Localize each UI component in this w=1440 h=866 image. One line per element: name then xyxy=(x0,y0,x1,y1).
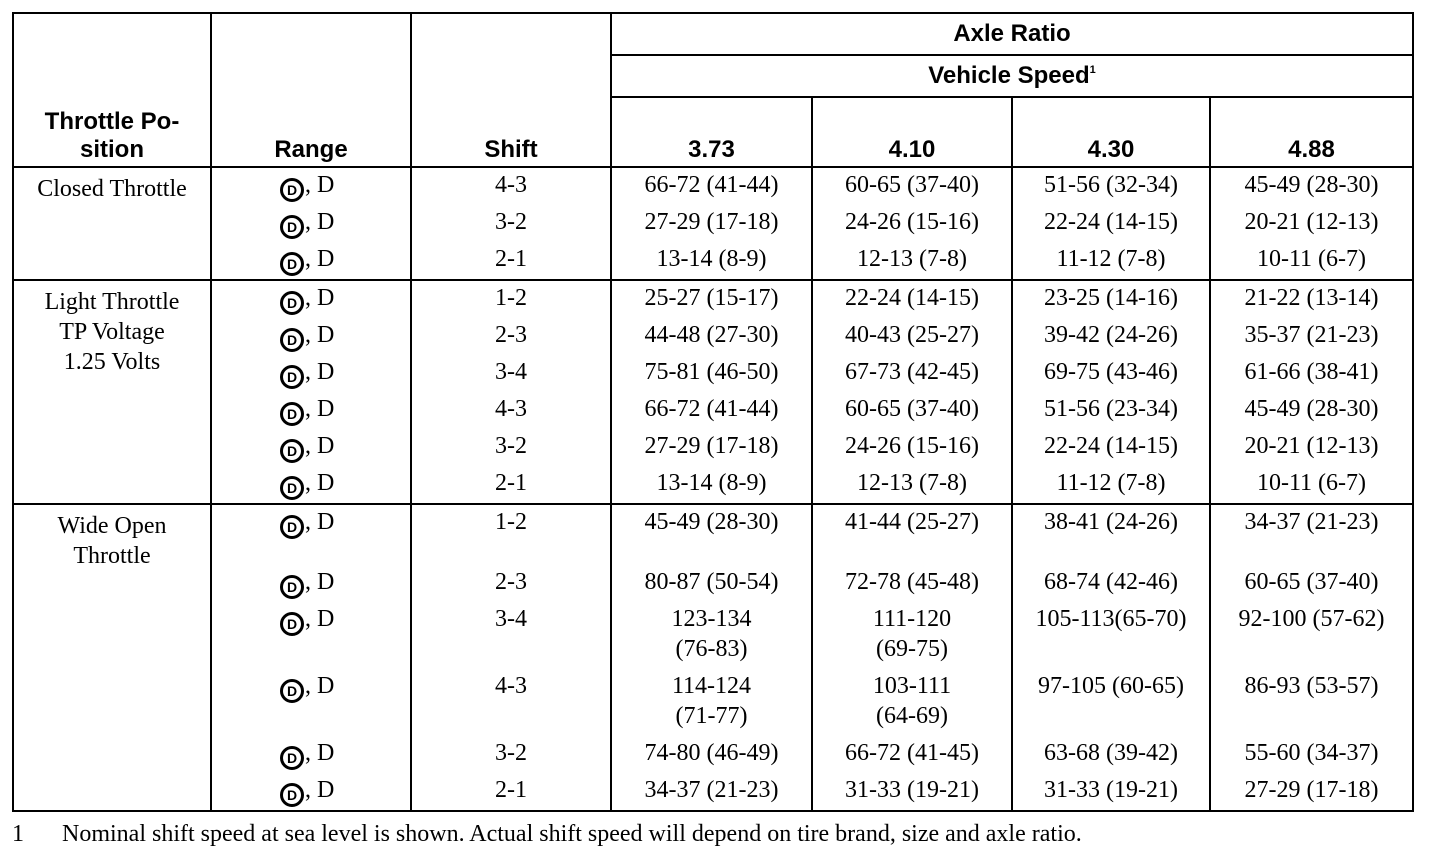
vehicle-speed-cell: 75-81 (46-50) xyxy=(611,355,812,392)
vehicle-speed-cell: 86-93 (53-57) xyxy=(1210,669,1413,736)
vehicle-speed-cell: 22-24 (14-15) xyxy=(812,280,1012,318)
range-label: , D xyxy=(305,740,335,766)
throttle-position-cell: Light Throttle TP Voltage 1.25 Volts xyxy=(13,280,211,504)
overdrive-circle-icon: D xyxy=(280,679,304,703)
shift-cell: 2-1 xyxy=(411,242,611,280)
footnote-number: 1 xyxy=(12,821,24,847)
range-cell xyxy=(211,242,411,280)
vehicle-speed-cell: 12-13 (7-8) xyxy=(812,466,1012,504)
overdrive-circle-icon: D xyxy=(280,178,304,202)
vehicle-speed-cell: 60-65 (37-40) xyxy=(812,392,1012,429)
overdrive-circle-icon: D xyxy=(280,365,304,389)
range-label: , D xyxy=(305,606,335,632)
shift-cell: 4-3 xyxy=(411,669,611,736)
overdrive-circle-icon: D xyxy=(280,291,304,315)
vehicle-speed-cell: 34-37 (21-23) xyxy=(611,773,812,811)
table-row xyxy=(13,205,1413,242)
overdrive-circle-icon: D xyxy=(280,515,304,539)
vehicle-speed-cell: 60-65 (37-40) xyxy=(812,167,1012,205)
vehicle-speed-cell: 20-21 (12-13) xyxy=(1210,429,1413,466)
vehicle-speed-cell: 27-29 (17-18) xyxy=(611,205,812,242)
overdrive-circle-icon: D xyxy=(280,746,304,770)
vehicle-speed-cell: 31-33 (19-21) xyxy=(1012,773,1210,811)
throttle-position-cell: Closed Throttle xyxy=(13,167,211,280)
vehicle-speed-cell: 45-49 (28-30) xyxy=(1210,167,1413,205)
vehicle-speed-cell: 34-37 (21-23) xyxy=(1210,504,1413,565)
range-label: , D xyxy=(305,172,335,198)
vehicle-speed-cell: 27-29 (17-18) xyxy=(1210,773,1413,811)
throttle-group xyxy=(13,504,1413,811)
range-cell xyxy=(211,466,411,504)
shift-cell: 4-3 xyxy=(411,167,611,205)
vehicle-speed-cell: 114-124 (71-77) xyxy=(611,669,812,736)
table-row xyxy=(13,355,1413,392)
table-row xyxy=(13,565,1413,602)
table-row xyxy=(13,504,1413,565)
overdrive-circle-icon: D xyxy=(280,575,304,599)
table-row xyxy=(13,242,1413,280)
header-shift: Shift xyxy=(411,13,611,167)
vehicle-speed-cell: 21-22 (13-14) xyxy=(1210,280,1413,318)
vehicle-speed-cell: 27-29 (17-18) xyxy=(611,429,812,466)
overdrive-circle-icon: D xyxy=(280,439,304,463)
shift-cell: 1-2 xyxy=(411,504,611,565)
range-label: , D xyxy=(305,569,335,595)
shift-cell: 3-2 xyxy=(411,736,611,773)
header-ratio-4-88: 4.88 xyxy=(1210,97,1413,167)
range-label: , D xyxy=(305,509,335,535)
range-cell xyxy=(211,504,411,565)
overdrive-circle-icon: D xyxy=(280,402,304,426)
table-row xyxy=(13,773,1413,811)
vehicle-speed-cell: 105-113(65-70) xyxy=(1012,602,1210,669)
vehicle-speed-cell: 20-21 (12-13) xyxy=(1210,205,1413,242)
range-cell xyxy=(211,669,411,736)
vehicle-speed-cell: 40-43 (25-27) xyxy=(812,318,1012,355)
vehicle-speed-cell: 22-24 (14-15) xyxy=(1012,429,1210,466)
range-label: , D xyxy=(305,285,335,311)
vehicle-speed-cell: 92-100 (57-62) xyxy=(1210,602,1413,669)
header-axle-ratio: Axle Ratio xyxy=(611,13,1413,55)
vehicle-speed-cell: 11-12 (7-8) xyxy=(1012,466,1210,504)
vehicle-speed-cell: 72-78 (45-48) xyxy=(812,565,1012,602)
vehicle-speed-cell: 60-65 (37-40) xyxy=(1210,565,1413,602)
shift-speed-table-container xyxy=(12,12,1412,848)
header-ratio-3-73: 3.73 xyxy=(611,97,812,167)
vehicle-speed-cell: 10-11 (6-7) xyxy=(1210,466,1413,504)
shift-cell: 2-1 xyxy=(411,773,611,811)
throttle-position-cell: Wide Open Throttle xyxy=(13,504,211,811)
vehicle-speed-cell: 66-72 (41-44) xyxy=(611,167,812,205)
table-row xyxy=(13,318,1413,355)
vehicle-speed-cell: 61-66 (38-41) xyxy=(1210,355,1413,392)
vehicle-speed-cell: 103-111 (64-69) xyxy=(812,669,1012,736)
table-row xyxy=(13,466,1413,504)
throttle-group xyxy=(13,167,1413,280)
vehicle-speed-cell: 35-37 (21-23) xyxy=(1210,318,1413,355)
range-label: , D xyxy=(305,433,335,459)
vehicle-speed-cell: 55-60 (34-37) xyxy=(1210,736,1413,773)
footnote xyxy=(12,820,1412,848)
shift-cell: 3-2 xyxy=(411,429,611,466)
vehicle-speed-cell: 69-75 (43-46) xyxy=(1012,355,1210,392)
throttle-group xyxy=(13,280,1413,504)
range-label: , D xyxy=(305,359,335,385)
header-range: Range xyxy=(211,13,411,167)
footnote-marker: 1 xyxy=(1089,64,1096,76)
overdrive-circle-icon: D xyxy=(280,215,304,239)
vehicle-speed-cell: 63-68 (39-42) xyxy=(1012,736,1210,773)
shift-cell: 1-2 xyxy=(411,280,611,318)
vehicle-speed-cell: 111-120 (69-75) xyxy=(812,602,1012,669)
overdrive-circle-icon: D xyxy=(280,783,304,807)
shift-speed-table xyxy=(12,12,1414,812)
vehicle-speed-cell: 74-80 (46-49) xyxy=(611,736,812,773)
vehicle-speed-cell: 41-44 (25-27) xyxy=(812,504,1012,565)
range-cell xyxy=(211,602,411,669)
range-cell xyxy=(211,392,411,429)
table-row xyxy=(13,167,1413,205)
range-cell xyxy=(211,167,411,205)
vehicle-speed-cell: 123-134 (76-83) xyxy=(611,602,812,669)
vehicle-speed-cell: 66-72 (41-45) xyxy=(812,736,1012,773)
range-label: , D xyxy=(305,673,335,699)
range-cell xyxy=(211,773,411,811)
vehicle-speed-cell: 24-26 (15-16) xyxy=(812,205,1012,242)
vehicle-speed-cell: 44-48 (27-30) xyxy=(611,318,812,355)
range-cell xyxy=(211,565,411,602)
vehicle-speed-cell: 97-105 (60-65) xyxy=(1012,669,1210,736)
range-cell xyxy=(211,355,411,392)
shift-cell: 3-4 xyxy=(411,355,611,392)
vehicle-speed-cell: 11-12 (7-8) xyxy=(1012,242,1210,280)
overdrive-circle-icon: D xyxy=(280,252,304,276)
vehicle-speed-cell: 51-56 (32-34) xyxy=(1012,167,1210,205)
overdrive-circle-icon: D xyxy=(280,476,304,500)
range-cell xyxy=(211,736,411,773)
range-label: , D xyxy=(305,396,335,422)
shift-cell: 2-3 xyxy=(411,318,611,355)
shift-cell: 3-4 xyxy=(411,602,611,669)
header-vehicle-speed-label: Vehicle Speed xyxy=(928,62,1090,89)
table-header xyxy=(13,13,1413,167)
vehicle-speed-cell: 80-87 (50-54) xyxy=(611,565,812,602)
header-ratio-4-30: 4.30 xyxy=(1012,97,1210,167)
table-row xyxy=(13,602,1413,669)
range-label: , D xyxy=(305,209,335,235)
range-cell xyxy=(211,280,411,318)
vehicle-speed-cell: 39-42 (24-26) xyxy=(1012,318,1210,355)
table-row xyxy=(13,429,1413,466)
vehicle-speed-cell: 13-14 (8-9) xyxy=(611,242,812,280)
vehicle-speed-cell: 45-49 (28-30) xyxy=(611,504,812,565)
range-label: , D xyxy=(305,777,335,803)
shift-cell: 4-3 xyxy=(411,392,611,429)
vehicle-speed-cell: 13-14 (8-9) xyxy=(611,466,812,504)
range-label: , D xyxy=(305,470,335,496)
vehicle-speed-cell: 12-13 (7-8) xyxy=(812,242,1012,280)
vehicle-speed-cell: 31-33 (19-21) xyxy=(812,773,1012,811)
shift-cell: 2-1 xyxy=(411,466,611,504)
range-cell xyxy=(211,318,411,355)
vehicle-speed-cell: 23-25 (14-16) xyxy=(1012,280,1210,318)
shift-cell: 2-3 xyxy=(411,565,611,602)
overdrive-circle-icon: D xyxy=(280,328,304,352)
range-cell xyxy=(211,205,411,242)
footnote-text: Nominal shift speed at sea level is shown. Actual shift speed will depend on tire brand, size and axle ratio. xyxy=(62,821,1082,847)
range-cell xyxy=(211,429,411,466)
range-label: , D xyxy=(305,322,335,348)
vehicle-speed-cell: 10-11 (6-7) xyxy=(1210,242,1413,280)
table-row xyxy=(13,736,1413,773)
shift-cell: 3-2 xyxy=(411,205,611,242)
vehicle-speed-cell: 45-49 (28-30) xyxy=(1210,392,1413,429)
table-row xyxy=(13,392,1413,429)
vehicle-speed-cell: 24-26 (15-16) xyxy=(812,429,1012,466)
vehicle-speed-cell: 25-27 (15-17) xyxy=(611,280,812,318)
header-vehicle-speed xyxy=(611,55,1413,97)
header-throttle-position: Throttle Po- sition xyxy=(13,13,211,167)
header-ratio-4-10: 4.10 xyxy=(812,97,1012,167)
vehicle-speed-cell: 22-24 (14-15) xyxy=(1012,205,1210,242)
vehicle-speed-cell: 51-56 (23-34) xyxy=(1012,392,1210,429)
overdrive-circle-icon: D xyxy=(280,612,304,636)
table-row xyxy=(13,669,1413,736)
vehicle-speed-cell: 66-72 (41-44) xyxy=(611,392,812,429)
range-label: , D xyxy=(305,246,335,272)
vehicle-speed-cell: 68-74 (42-46) xyxy=(1012,565,1210,602)
vehicle-speed-cell: 67-73 (42-45) xyxy=(812,355,1012,392)
table-row xyxy=(13,280,1413,318)
vehicle-speed-cell: 38-41 (24-26) xyxy=(1012,504,1210,565)
